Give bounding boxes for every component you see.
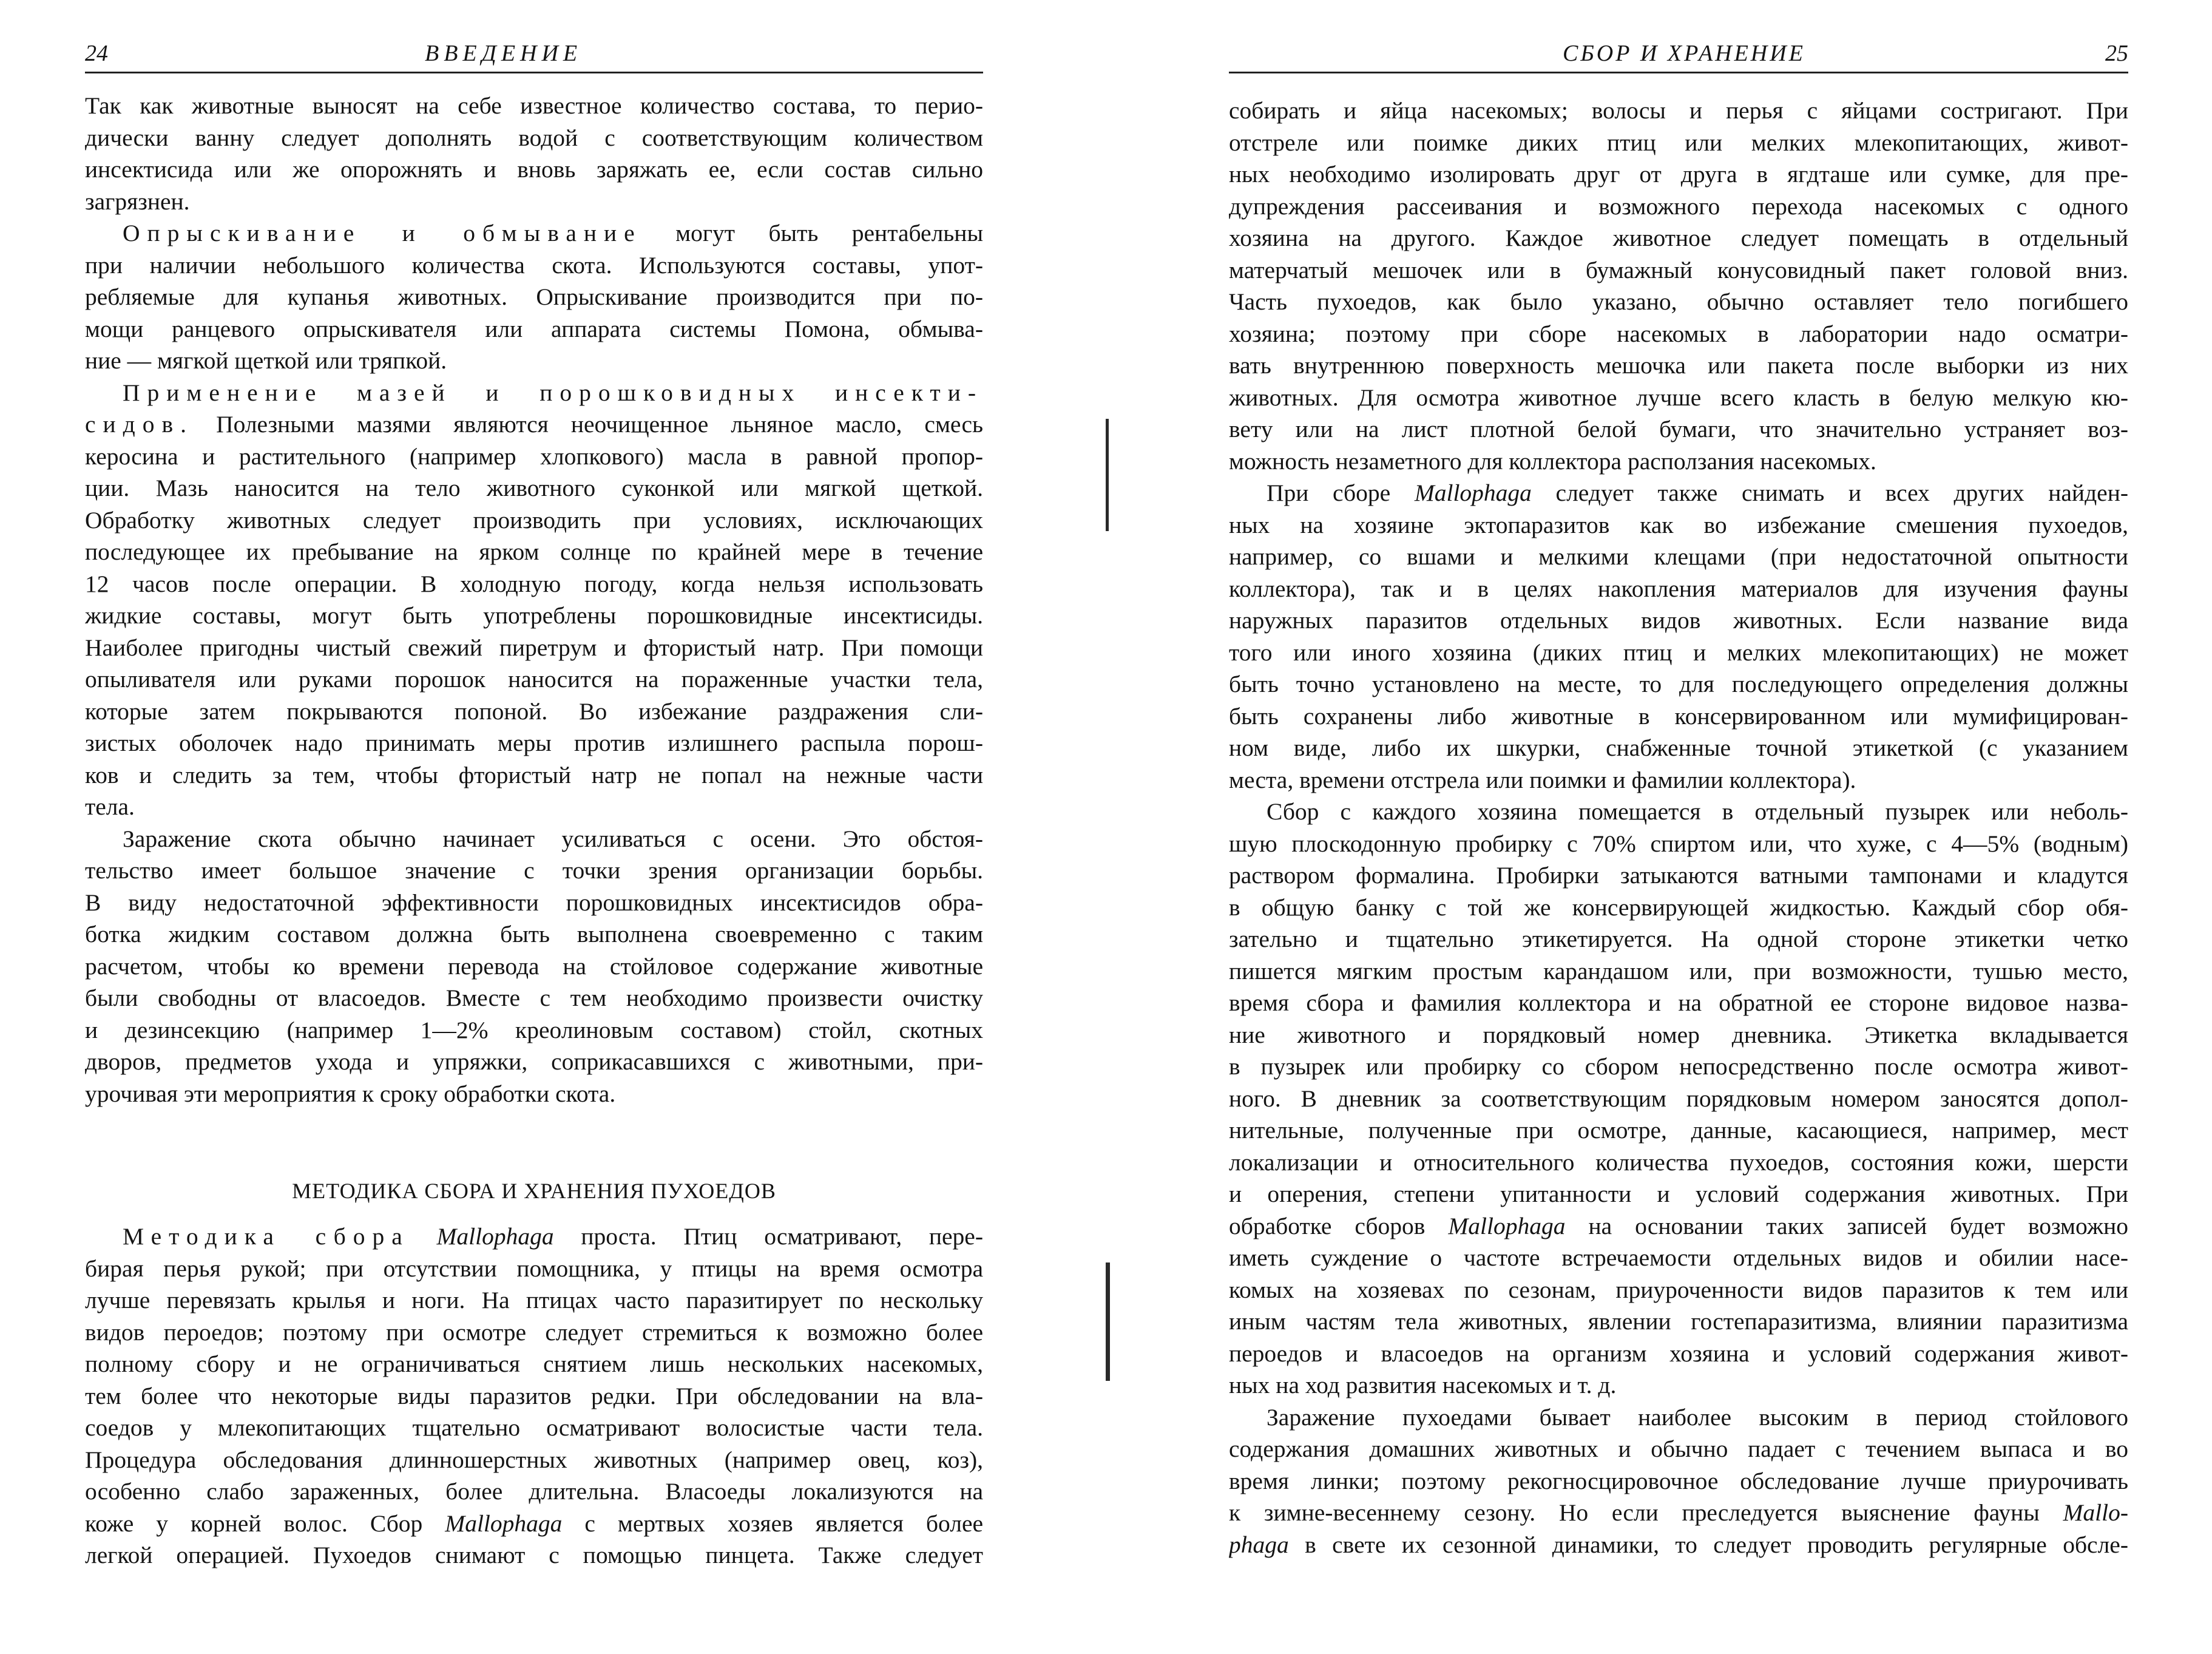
text-line: ных на хозяине эктопаразитов как во избежание смешения пухоедов, (1229, 511, 2128, 538)
text-line: Наиболее пригодны чистый свежий пиретрум и фтористый натр. При помощи (85, 634, 983, 661)
text-line: В виду недостаточной эффективности порошковидных инсектисидов обра- (85, 889, 983, 916)
text-line: вету или на лист плотной белой бумаги, что значительно устраняет воз- (1229, 416, 2128, 442)
text-line: пишется мягким простым карандашом или, при возможности, тушью место, (1229, 957, 2128, 985)
text-line: Применение мазей и порошковидных инсекти- (123, 379, 983, 406)
running-head-left (85, 36, 983, 74)
text-line: иным частям тела животных, явлении гостепаразитизма, влиянии паразитизма (1229, 1308, 2128, 1335)
text-line: ных на ход развития насекомых и т. д. (1229, 1372, 1617, 1398)
running-head-right (1229, 36, 2128, 74)
section-spacer (85, 1110, 983, 1173)
text-line: места, времени отстрела или поимки и фамилии коллектора). (1229, 766, 1856, 793)
text-line: коже у корней волос. Сбор Mallophaga с мертвых хозяев является более (85, 1510, 983, 1537)
text-line: Заражение пухоедами бывает наиболее высоким в период стойлового (1267, 1403, 2128, 1431)
section-heading: МЕТОДИКА СБОРА И ХРАНЕНИЯ ПУХОЕДОВ (292, 1179, 776, 1203)
text-line: керосина и растительного (например хлопкового) масла в равной пропор- (85, 442, 983, 470)
text-line: животных. Для осмотра животное лучше всего класть в белую мелкую кю- (1229, 384, 2128, 411)
text-line: были свободны от власоедов. Вместе с тем необходимо произвести очистку (85, 985, 983, 1011)
text-line: ного. В дневник за соответствующим порядковым номером заносятся допол- (1229, 1085, 2128, 1112)
text-line: мощи ранцевого опрыскивателя или аппарата системы Помона, обмыва- (85, 315, 983, 342)
text-line: лучше перевязать крылья и ноги. На птицах часто паразитирует по нескольку (85, 1287, 983, 1313)
text-line: собирать и яйца насекомых; волосы и перья с яйцами состригают. При (1229, 97, 2128, 124)
running-head-title-right: СБОР И ХРАНЕНИЕ (1563, 41, 1805, 66)
text-line: которые затем покрываются попоной. Во избежание раздражения сли- (85, 697, 983, 725)
text-line: бирая перья рукой; при отсутствии помощника, у птицы на время осмотра (85, 1255, 983, 1282)
text-line: дворов, предметов ухода и упряжки, соприкасавшихся с животными, при- (85, 1048, 983, 1075)
text-line: к зимне-весеннему сезону. Но если преследуется выяснение фауны Mallo- (1229, 1499, 2128, 1526)
text-line: полному сбору и не ограничиваться снятием лишь нескольких насекомых, (85, 1351, 983, 1377)
text-line: наружных паразитов отдельных видов животных. Если название вида (1229, 607, 2128, 634)
text-line: ков и следить за тем, чтобы фтористый натр не попал на нежные части (85, 761, 983, 788)
text-line: ных необходимо изолировать друг от друга в ягдташе или сумке, для пре- (1229, 161, 2128, 188)
text-line: phaga в свете их сезонной динамики, то следует проводить регулярные обсле- (1229, 1531, 2128, 1558)
text-line: отстреле или поимке диких птиц или мелких млекопитающих, живот- (1229, 129, 2128, 156)
text-line: Опрыскивание и обмывание могут быть рентабельны (123, 220, 983, 246)
left-page (85, 0, 983, 1654)
text-line: Заражение скота обычно начинает усиливаться с осени. Это обстоя- (123, 825, 983, 852)
header-rule-right (1229, 72, 2128, 73)
text-line: Процедура обследования длинношерстных животных (например овец, коз), (85, 1446, 983, 1473)
text-line: последующее их пребывание на ярком солнце по крайней мере в течение (85, 538, 983, 565)
paragraph-block-right (1229, 95, 2128, 1561)
paragraph-block-left (85, 90, 983, 1110)
text-line: ном виде, либо их шкурки, снабженные точной этикеткой (с указанием (1229, 734, 2128, 761)
heading-spacer (85, 1208, 983, 1221)
text-line: соедов у млекопитающих тщательно осматривают волосистые части тела. (85, 1414, 983, 1441)
text-line: дически ванну следует дополнять водой с соответствующим количеством (85, 124, 983, 151)
right-page (1229, 0, 2128, 1654)
text-line: урочивая эти мероприятия к сроку обработки скота. (85, 1080, 616, 1107)
text-line: опыливателя или руками порошок наносится на пораженные участки тела, (85, 666, 983, 693)
text-line: пероедов и власоедов на организм хозяина и условий содержания живот- (1229, 1340, 2128, 1367)
text-line: тела. (85, 793, 135, 820)
text-line: шую плоскодонную пробирку с 70% спиртом или, что хуже, с 4—5% (водным) (1229, 830, 2128, 857)
text-line: хозяина на другого. Каждое животное следует помещать в отдельный (1229, 225, 2128, 251)
header-rule-left (85, 72, 983, 73)
text-line: Так как животные выносят на себе известное количество состава, то перио- (85, 92, 983, 119)
text-line: Обработку животных следует производить при условиях, исключающих (85, 506, 983, 534)
text-line: инсектисида или же опорожнять и вновь заряжать ее, если состав сильно (85, 156, 983, 183)
text-line: тем более что некоторые виды паразитов редки. При обследовании на вла- (85, 1382, 983, 1409)
text-line: дупреждения рассеивания и возможного перехода насекомых с одного (1229, 192, 2128, 220)
text-line: зистых оболочек надо принимать меры против излишнего распыла порош- (85, 730, 983, 756)
page-number-left: 24 (85, 41, 108, 66)
text-line: расчетом, чтобы ко времени перевода на стойловое содержание животные (85, 952, 983, 980)
text-line: раствором формалина. Пробирки затыкаются ватными тампонами и кладутся (1229, 862, 2128, 889)
body-text-right (1229, 95, 2128, 1561)
text-line: вать внутреннюю поверхность мешочка или пакета после выборки из них (1229, 352, 2128, 379)
text-line: тельство имеет большое значение с точки зрения организации борьбы. (85, 857, 983, 884)
text-line: и дезинсекцию (например 1—2% креолиновым составом) стойл, скотных (85, 1016, 983, 1043)
text-line: ребляемые для купанья животных. Опрыскивание производится при по- (85, 283, 983, 310)
page-number-right: 25 (2105, 41, 2128, 66)
gutter-binding-mark (1106, 1263, 1110, 1381)
text-line: и оперения, степени упитанности и условий содержания животных. При (1229, 1181, 2128, 1207)
text-line: при наличии небольшого количества скота. Используются составы, упот- (85, 251, 983, 279)
text-line: ботка жидким составом должна быть выполнена своевременно с таким (85, 921, 983, 947)
text-line: время линки; поэтому рекогносцировочное обследование лучше приурочивать (1229, 1467, 2128, 1494)
text-line: При сборе Mallophaga следует также снимать и всех других найден- (1267, 480, 2128, 506)
text-line: 12 часов после операции. В холодную погоду, когда нельзя использовать (85, 570, 983, 597)
text-line: например, со вшами и мелкими клещами (при недостаточной опытности (1229, 543, 2128, 570)
text-line: комых на хозяевах по сезонам, приуроченности видов паразитов к тем или (1229, 1276, 2128, 1303)
text-line: загрязнен. (85, 188, 190, 215)
text-line: нительные, полученные при осмотре, данные, касающиеся, например, мест (1229, 1117, 2128, 1144)
text-line: ние — мягкой щеткой или тряпкой. (85, 347, 447, 374)
text-line: зательно и тщательно этикетируется. На одной стороне этикетки четко (1229, 926, 2128, 952)
text-line: локализации и относительного количества пухоедов, состояния кожи, шерсти (1229, 1148, 2128, 1176)
text-line: хозяина; поэтому при сборе насекомых в лаборатории надо осматри- (1229, 320, 2128, 347)
text-line: можность незаметного для коллектора расползания насекомых. (1229, 447, 1876, 475)
text-line: легкой операцией. Пухоедов снимают с помощью пинцета. Также следует (85, 1542, 983, 1568)
text-line: жидкие составы, могут быть употреблены порошковидные инсектисиды. (85, 602, 983, 629)
running-head-title-left: ВВЕДЕНИЕ (425, 41, 583, 66)
text-line: содержания домашних животных и обычно падает с течением выпаса и во (1229, 1435, 2128, 1462)
text-line: того или иного хозяина (диких птиц и мелких млекопитающих) не может (1229, 639, 2128, 666)
text-line: видов пероедов; поэтому при осмотре следует стремиться к возможно более (85, 1318, 983, 1346)
text-line: матерчатый мешочек или в бумажный конусовидный пакет головой вниз. (1229, 256, 2128, 283)
text-line: быть точно установлено на месте, то для последующего определения должны (1229, 671, 2128, 697)
text-line: иметь суждение о частоте встречаемости отдельных видов и обилии насе- (1229, 1244, 2128, 1271)
text-line: ние животного и порядковый номер дневника. Этикетка вкладывается (1229, 1021, 2128, 1048)
text-line: ции. Мазь наносится на тело животного суконкой или мягкой щеткой. (85, 475, 983, 501)
text-line: в общую банку с той же консервирующей жидкостью. Каждый сбор обя- (1229, 893, 2128, 921)
text-line: время сбора и фамилия коллектора и на обратной ее стороне видовое назва- (1229, 989, 2128, 1016)
gutter-binding-mark (1106, 419, 1109, 531)
text-line: коллектора), так и в целях накопления материалов для изучения фауны (1229, 575, 2128, 602)
text-line: быть сохранены либо животные в консервированном или мумифицирован- (1229, 702, 2128, 730)
text-line: Методика сбора Mallophaga проста. Птиц осматривают, пере- (123, 1223, 983, 1250)
text-line: обработке сборов Mallophaga на основании таких записей будет возможно (1229, 1212, 2128, 1239)
text-line: в пузырек или пробирку со сбором непосредственно после осмотра живот- (1229, 1053, 2128, 1080)
text-line: сидов. Полезными мазями являются неочищенное льняное масло, смесь (85, 411, 983, 438)
body-text-left (85, 90, 983, 1571)
text-line: Сбор с каждого хозяина помещается в отдельный пузырек или неболь- (1267, 798, 2128, 825)
paragraph-block-left-after (85, 1221, 983, 1571)
text-line: особенно слабо зараженных, более длительна. Власоеды локализуются на (85, 1478, 983, 1505)
text-line: Часть пухоедов, как было указано, обычно оставляет тело погибшего (1229, 288, 2128, 315)
